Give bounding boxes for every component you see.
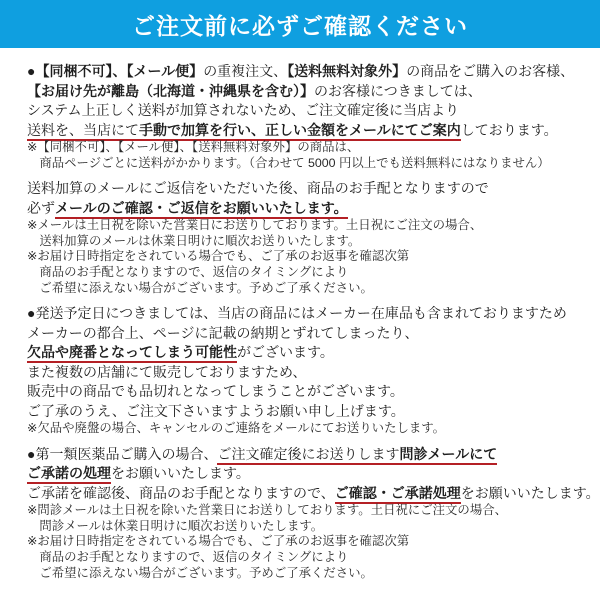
notice-shipping-date <box>27 304 598 437</box>
text-line <box>27 421 598 437</box>
text-line <box>27 363 598 383</box>
text-segment: 【お届け先が離島（北海道・沖縄県を含む）】 <box>27 82 314 99</box>
text-line <box>27 281 598 297</box>
text-line <box>27 464 598 484</box>
text-segment: のお客様につきましては、 <box>314 82 482 99</box>
highlighted-text: ご承諾の処理 <box>27 465 111 484</box>
text-segment: 【送料無料対象外】 <box>287 63 407 79</box>
page-title: ご注文前に必ずご確認ください <box>132 12 468 39</box>
text-segment: 商品のお手配となりますので、返信のタイミングにより <box>27 264 349 279</box>
notice-header-banner <box>0 0 600 48</box>
text-line <box>27 402 598 422</box>
text-line <box>27 484 598 504</box>
text-segment: がございます。 <box>237 344 334 361</box>
text-segment: ●【同梱不可】、【メール便】 <box>27 63 204 79</box>
highlighted-text: ご注文確定後にお送りします <box>217 446 399 465</box>
text-segment: ●第一類医薬品ご購入の場合、 <box>27 445 218 462</box>
text-line <box>27 519 598 535</box>
notice-body <box>0 48 600 581</box>
text-line <box>27 382 598 402</box>
text-segment: ●発送予定日につきましては、当店の商品にはメーカー在庫品も含まれておりますため <box>27 305 567 322</box>
text-segment: をお願いいたします。 <box>111 465 250 482</box>
text-segment: また複数の店舗にて販売しておりますため、 <box>27 363 307 380</box>
text-line <box>27 121 598 141</box>
highlighted-text: ご確認・ご承諾処理 <box>335 485 461 504</box>
text-segment: 送料加算のメールにご返信をいただいた後、商品のお手配となりますので <box>27 180 489 197</box>
text-segment: メーカーの都合上、ページに記載の納期とずれてしまったり、 <box>27 324 419 341</box>
text-line <box>27 156 598 172</box>
notice-shipping-surcharge <box>27 62 598 171</box>
text-line <box>27 343 598 363</box>
notice-pharmaceutical <box>27 445 598 581</box>
text-segment: ご承諾を確認後、商品のお手配となりますので、 <box>27 484 335 501</box>
text-segment: 送料加算のメールは休業日明けに順次お送りいたします。 <box>27 233 361 248</box>
text-segment: をお願いいたします。 <box>460 484 600 501</box>
highlighted-text: 問診メールにて <box>399 446 497 465</box>
text-line <box>27 218 598 234</box>
text-line <box>27 82 598 102</box>
highlighted-text: メールのご確認・ご返信をお願いいたします。 <box>55 200 348 219</box>
text-segment: ※お届け日時指定をされている場合でも、ご了承のお返事を確認次第 <box>27 534 410 549</box>
text-line <box>27 324 598 344</box>
text-segment: ご了承のうえ、ご注文下さいますようお願い申し上げます。 <box>27 402 405 419</box>
text-line <box>27 304 598 324</box>
text-segment: ※問診メールは土日祝を除いた営業日にお送りしております。土日祝にご注文の場合、 <box>27 503 507 518</box>
text-segment: の商品をご購入のお客様、 <box>406 63 575 79</box>
text-segment: 問診メールは休業日明けに順次お送りいたします。 <box>27 518 324 533</box>
text-segment: しております。 <box>460 121 558 138</box>
text-segment: システム上正しく送料が加算されないため、ご注文確定後に当店より <box>27 102 460 118</box>
text-line <box>27 62 598 82</box>
text-line <box>27 199 598 219</box>
text-line <box>27 249 598 265</box>
text-segment: ※欠品や廃盤の場合、キャンセルのご連絡をメールにてお送りいたします。 <box>27 421 446 436</box>
text-segment: 商品のお手配となりますので、返信のタイミングにより <box>27 550 349 565</box>
text-line <box>27 445 598 465</box>
text-line <box>27 179 598 199</box>
text-segment: 販売中の商品でも品切れとなってしまうことがございます。 <box>27 383 404 400</box>
text-segment: ※メールは土日祝を除いた営業日にお送りしております。土日祝にご注文の場合、 <box>27 218 483 233</box>
text-line <box>27 534 598 550</box>
text-segment: 必ず <box>27 199 55 216</box>
text-segment: の重複注文、 <box>203 63 288 79</box>
highlighted-text: 手動で加算を行い、正しい金額をメールにてご案内 <box>139 122 461 141</box>
text-line <box>27 503 598 519</box>
text-segment: ※【同梱不可】、【メール便】、【送料無料対象外】の商品は、 <box>27 140 360 154</box>
text-segment: ご希望に添えない場合がございます。予めご了承ください。 <box>27 280 373 295</box>
text-segment: 商品ページごとに送料がかかります。（合わせて 5000 円以上でも送料無料にはなりません） <box>27 155 550 170</box>
text-line <box>27 566 598 582</box>
text-line <box>27 140 598 156</box>
text-line <box>27 265 598 281</box>
highlighted-text: 欠品や廃番となってしまう可能性 <box>27 344 237 363</box>
text-line <box>27 101 598 121</box>
highlighted-text: 送料を、当店にて <box>27 122 139 141</box>
text-line <box>27 550 598 566</box>
text-line <box>27 234 598 250</box>
text-segment: ご希望に添えない場合がございます。予めご了承ください。 <box>27 565 373 580</box>
text-segment: ※お届け日時指定をされている場合でも、ご了承のお返事を確認次第 <box>27 249 410 264</box>
notice-mail-reply <box>27 179 598 296</box>
